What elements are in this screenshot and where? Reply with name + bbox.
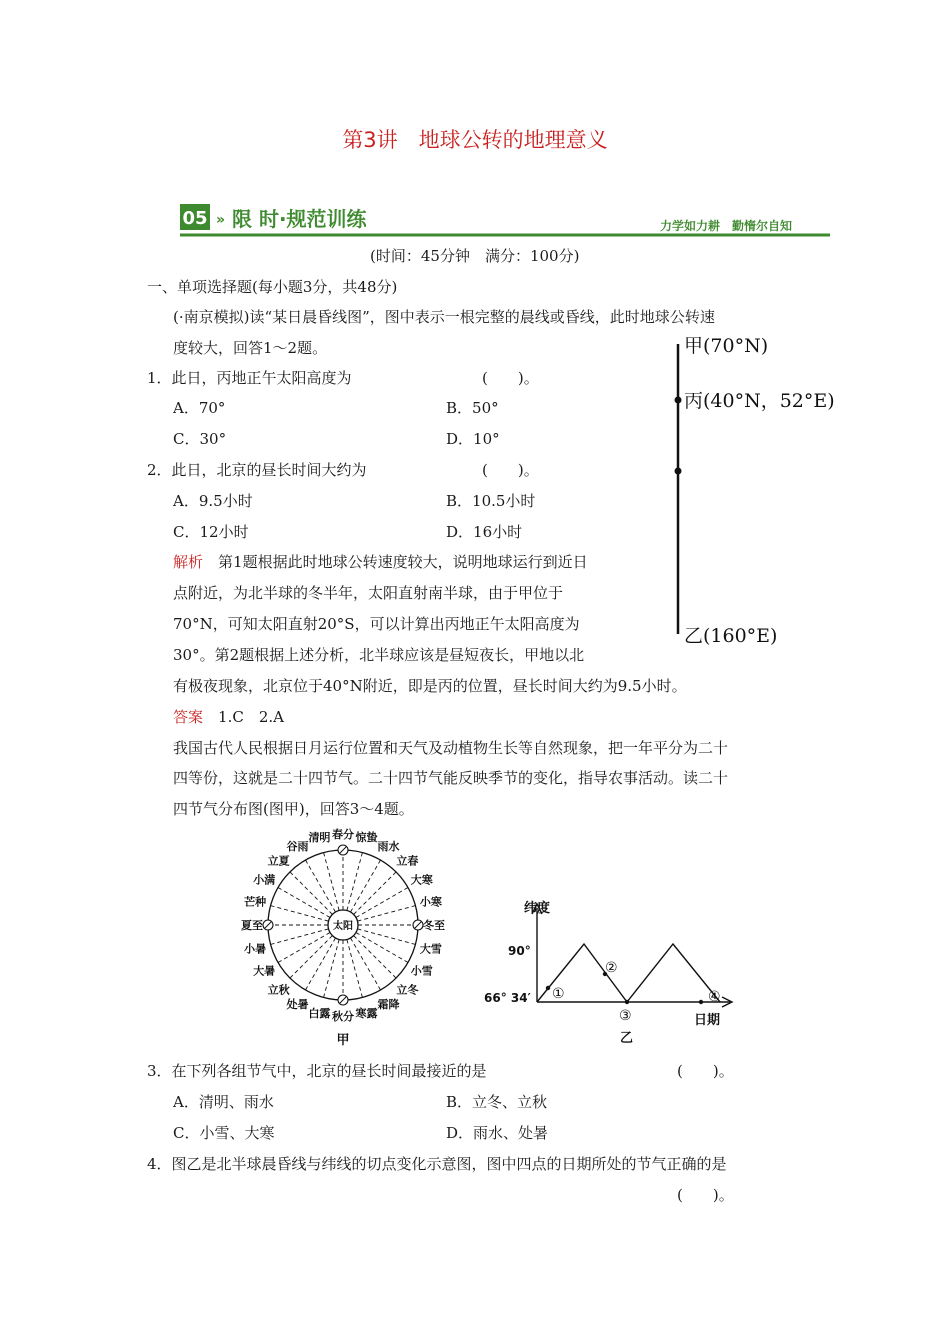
term-spoke — [271, 929, 329, 945]
solar-term-label: 谷雨 — [286, 840, 309, 854]
point-bing-marker — [675, 397, 682, 404]
q2-option-c: C．12小时 — [173, 523, 249, 541]
q3-stem: 3．在下列各组节气中，北京的昼长时间最接近的是 — [147, 1062, 487, 1080]
solar-term-label: 春分 — [332, 828, 354, 841]
intro1-line2: 度较大，回答1～2题。 — [173, 339, 328, 357]
solar-term-label: 立春 — [396, 854, 419, 868]
y-tick-90: 90° — [508, 944, 531, 958]
term-spoke — [271, 906, 329, 922]
section-banner — [180, 200, 830, 240]
solar-term-label: 冬至 — [423, 919, 445, 932]
term-spoke — [351, 938, 381, 990]
solar-term-label: 秋分 — [332, 1010, 354, 1023]
tangent-latitude-figure — [480, 890, 750, 1050]
solar-term-label: 寒露 — [355, 1006, 378, 1020]
solar-term-label: 清明 — [308, 831, 331, 845]
solar-term-label: 大雪 — [419, 942, 442, 956]
intro2-line1: 我国古代人民根据日月运行位置和天气及动植物生长等自然现象，把一年平分为二十 — [173, 739, 729, 757]
q3-option-c: C．小雪、大寒 — [173, 1124, 275, 1142]
q1-blank: ( )。 — [482, 369, 539, 387]
point-3-marker — [625, 1000, 629, 1004]
q2-option-a: A．9.5小时 — [173, 492, 253, 510]
y-axis-label: 纬度 — [524, 901, 551, 916]
term-spoke — [290, 872, 332, 914]
q4-stem: 4．图乙是北半球晨昏线与纬线的切点变化示意图，图中四点的日期所处的节气正确的是 — [147, 1155, 727, 1173]
sun-label: 太阳 — [333, 921, 353, 932]
term-spoke — [354, 872, 396, 914]
solar-term-label: 大暑 — [253, 964, 276, 978]
solar-term-label: 惊蛰 — [355, 831, 378, 845]
solar-term-label: 白露 — [308, 1006, 331, 1020]
point-1-marker — [546, 986, 550, 990]
q2-option-b: B．10.5小时 — [446, 492, 536, 510]
q2-stem: 2．此日，北京的昼长时间大约为 — [147, 461, 367, 479]
q2-option-d: D．16小时 — [446, 523, 523, 541]
exam-meta: (时间：45分钟 满分：100分) — [370, 247, 580, 265]
analysis-line4: 30°。第2题根据上述分析，北半球应该是昼短夜长，甲地以北 — [173, 646, 585, 664]
q3-option-d: D．雨水、处暑 — [446, 1124, 549, 1142]
term-spoke — [324, 853, 340, 911]
label-bing: 丙(40°N，52°E) — [684, 390, 835, 412]
answer-text: 1.C 2.A — [218, 708, 284, 726]
solar-terms-wheel — [225, 825, 465, 1050]
point-1-label: ① — [552, 986, 565, 1002]
analysis-line2: 点附近，为北半球的冬半年，太阳直射南半球，由于甲位于 — [173, 584, 564, 602]
analysis-line5: 有极夜现象，北京位于40°N附近，即是丙的位置，昼长时间大约为9.5小时。 — [173, 677, 687, 695]
banner-number: 05 — [182, 208, 208, 229]
solar-term-label: 立秋 — [267, 983, 290, 997]
term-spoke — [347, 939, 363, 997]
figure-yi-caption: 乙 — [620, 1031, 634, 1046]
analysis-line1 — [173, 552, 588, 572]
q1-option-c: C．30° — [173, 430, 227, 448]
analysis-text-1: 第1题根据此时地球公转速度较大，说明地球运行到近日 — [218, 553, 588, 571]
intro2-line3: 四节气分布图(图甲)，回答3～4题。 — [173, 800, 414, 818]
solar-term-label: 芒种 — [244, 895, 267, 909]
terminator-figure — [660, 330, 850, 655]
label-yi: 乙(160°E) — [684, 625, 778, 647]
solar-term-label: 大寒 — [410, 873, 433, 887]
banner-graphic — [180, 200, 830, 240]
figure-jia-caption: 甲 — [336, 1033, 350, 1048]
term-spoke — [306, 860, 336, 912]
q3-blank: ( )。 — [677, 1062, 734, 1080]
q1-option-a: A．70° — [173, 399, 226, 417]
term-spoke — [290, 936, 332, 978]
analysis-line3: 70°N，可知太阳直射20°S，可以计算出丙地正午太阳高度为 — [173, 615, 580, 633]
banner-arrow: » — [216, 212, 226, 228]
q1-option-b: B．50° — [446, 399, 499, 417]
term-spoke — [357, 906, 415, 922]
point-mid-marker — [675, 468, 682, 475]
y-tick-66: 66° 34′ — [484, 991, 531, 1005]
term-spoke — [357, 929, 415, 945]
q2-blank: ( )。 — [482, 461, 539, 479]
answer-line — [173, 707, 284, 727]
banner-motto: 力学如力耕 勤惰尔自知 — [659, 219, 792, 233]
term-spoke — [347, 853, 363, 911]
point-3-label: ③ — [619, 1008, 632, 1024]
solar-term-label: 立夏 — [267, 854, 290, 868]
solar-term-label: 小满 — [253, 873, 276, 887]
term-spoke — [356, 888, 408, 918]
intro1-line1: (·南京模拟)读“某日晨昏线图”，图中表示一根完整的晨线或昏线，此时地球公转速 — [173, 308, 715, 326]
intro2-line2: 四等份，这就是二十四节气。二十四节气能反映季节的变化，指导农事活动。读二十 — [173, 769, 729, 787]
x-axis-label: 日期 — [694, 1013, 721, 1028]
term-spoke — [278, 933, 330, 963]
term-spoke — [306, 938, 336, 990]
term-spoke — [351, 860, 381, 912]
section-heading: 一、单项选择题(每小题3分，共48分) — [147, 278, 398, 296]
term-spoke — [324, 939, 340, 997]
analysis-label: 解析 — [173, 553, 204, 571]
q3-option-a: A．清明、雨水 — [173, 1093, 274, 1111]
solar-term-label: 霜降 — [377, 997, 400, 1011]
solar-term-label: 夏至 — [241, 919, 263, 932]
term-spoke — [354, 936, 396, 978]
label-jia: 甲(70°N) — [684, 335, 769, 357]
q3-option-b: B．立冬、立秋 — [446, 1093, 548, 1111]
solar-term-label: 处暑 — [286, 997, 309, 1011]
point-4-marker — [699, 1000, 703, 1004]
point-2-label: ② — [605, 960, 618, 976]
solar-term-label: 小雪 — [410, 964, 433, 978]
q1-stem: 1．此日，丙地正午太阳高度为 — [147, 369, 352, 387]
solar-term-label: 小寒 — [419, 895, 442, 909]
page-title: 第3讲 地球公转的地理意义 — [342, 128, 608, 152]
q4-blank: ( )。 — [677, 1186, 734, 1204]
solar-term-label: 雨水 — [377, 840, 400, 854]
solar-term-label: 立冬 — [396, 983, 419, 997]
point-4-label: ④ — [708, 989, 721, 1005]
answer-label: 答案 — [173, 708, 204, 726]
solar-term-label: 小暑 — [244, 942, 267, 956]
banner-label: 限 时·规范训练 — [232, 207, 367, 231]
term-spoke — [278, 888, 330, 918]
q1-option-d: D．10° — [446, 430, 500, 448]
term-spoke — [356, 933, 408, 963]
